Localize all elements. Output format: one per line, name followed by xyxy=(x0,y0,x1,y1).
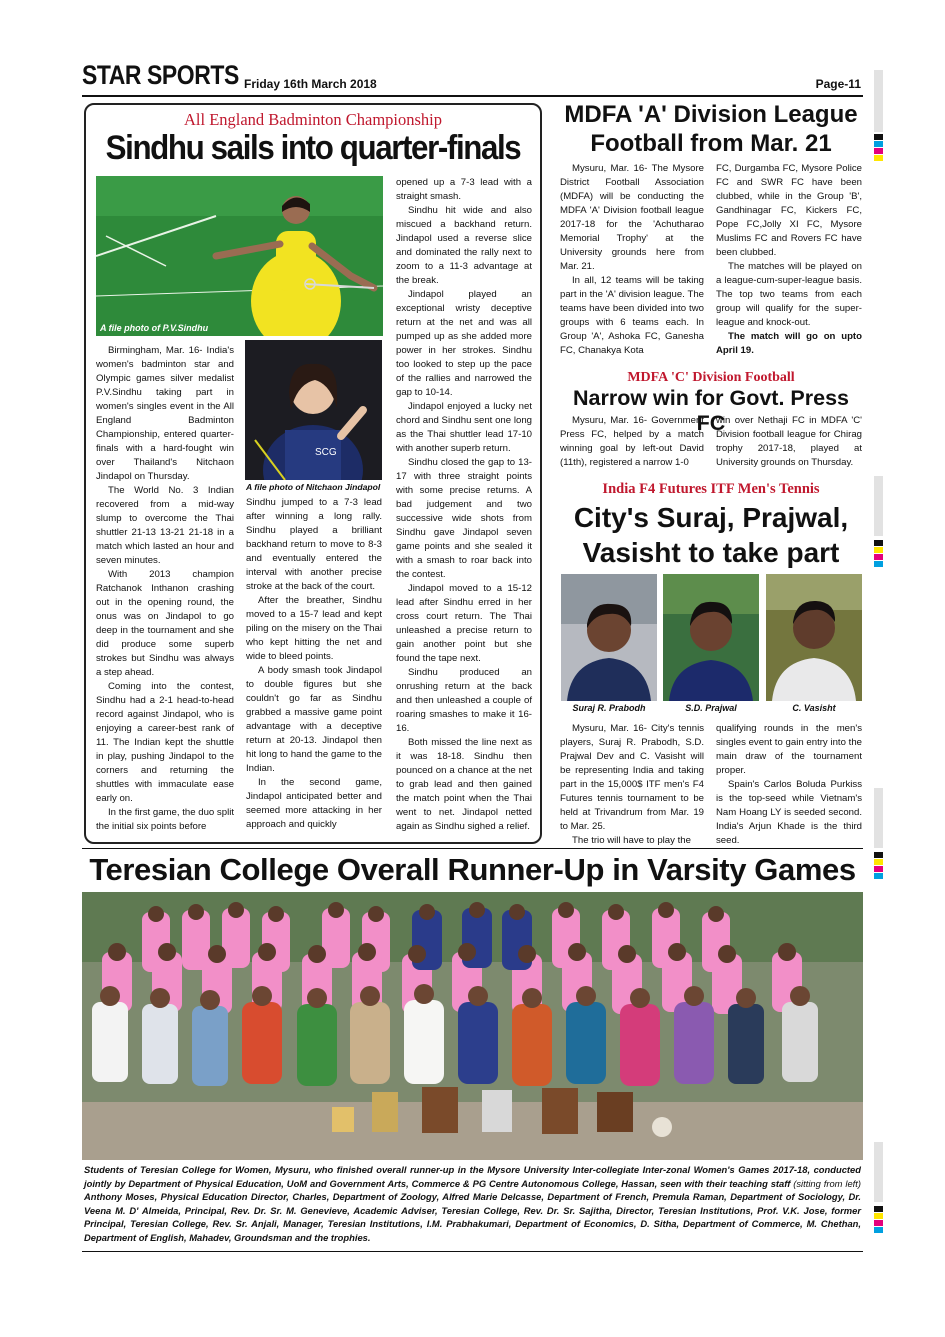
paragraph: Jindapol enjoyed a lucky net chord and Sindhu sent one long as the Thai shuttler lead 17-10 with another superb return. xyxy=(396,401,532,454)
paragraph: The match will go on upto April 19. xyxy=(716,331,862,356)
swatch-black xyxy=(874,1206,883,1212)
tennis-column-1 xyxy=(560,722,704,848)
paragraph: In all, 12 teams will be taking part in the 'A' division league. The teams have been divided into two groups with 6 teams each. In Group 'A', Ashoka FC, Ganesha FC, Chanakya Kota xyxy=(560,275,704,356)
teresian-headline: Teresian College Overall Runner-Up in Varsity Games xyxy=(89,852,856,887)
paragraph: A body smash took Jindapol to double figures but she couldn't go far as Sindhu grabbed a massive game point advantage with a deceptive return at 20-13. Jindapol then hit long to hand the game to the Indian. xyxy=(246,665,382,774)
paragraph: In the first game, the duo split the initial six points before xyxy=(96,807,234,832)
mdfa-c-headline: Narrow win for Govt. Press FC xyxy=(573,386,849,435)
player-name-prajwal: S.D. Prajwal xyxy=(685,703,737,713)
page-number: Page-11 xyxy=(815,77,861,91)
paragraph: Sindhu hit wide and also miscued a backhand return. Jindapol used a reverse slice and dominated the rally next to zoom to a 11-3 advantage at the break. xyxy=(396,205,532,286)
swatch-yellow xyxy=(874,859,883,865)
swatch-black xyxy=(874,134,883,140)
swatch-cyan xyxy=(874,561,883,567)
headline-line: Football from Mar. 21 xyxy=(590,130,832,157)
sindhu-column-1 xyxy=(96,344,234,834)
sindhu-column-3 xyxy=(396,176,532,834)
paragraph: FC, Durgamba FC, Mysore Police FC and SWR FC have been clubbed, while in the Group 'B', Gandhinagar FC, Kickers FC, Pope FC,Jolly XI FC, Mysore Muslims FC and Rovers FC have been clubbed. xyxy=(716,163,862,258)
section-divider xyxy=(82,848,863,849)
swatch-yellow xyxy=(874,155,883,161)
group-photo-image xyxy=(82,892,863,1160)
swatch-cyan xyxy=(874,873,883,879)
mdfa-a-headline xyxy=(556,100,866,158)
suraj-photo-image xyxy=(561,574,657,701)
paragraph: Mysuru, Mar. 16- The Mysore District Football Association (MDFA) will be conducting the MDFA 'A' Division football league 2017-18 for the 'Achutharao Memorial Trophy' at the University grounds here from Mar. 21. xyxy=(560,163,704,272)
svg-text:SCG: SCG xyxy=(315,447,337,458)
sindhu-photo-image xyxy=(96,176,383,336)
paragraph: In the second game, Jindapol anticipated better and seemed more attacking in her approach and quickly xyxy=(246,777,382,830)
swatch-magenta xyxy=(874,1220,883,1226)
teresian-group-photo xyxy=(82,892,863,1160)
registration-bar xyxy=(874,1142,883,1202)
registration-bar xyxy=(874,70,883,132)
swatch-yellow xyxy=(874,1213,883,1219)
tennis-headline xyxy=(556,500,866,570)
swatch-cyan xyxy=(874,1227,883,1233)
masthead-rule xyxy=(82,95,863,97)
paragraph: Sindhu closed the gap to 13-17 with three straight points with some precise returns. A bad judgement and two successive wide shots from Sindhu gave Jindapol seven game points and she sealed it with a smash to roar back into the contest. xyxy=(396,457,532,580)
paragraph: Mysuru, Mar. 16- Government Press FC, helped by a match winning goal by left-out David (11th), registered a narrow 1-0 xyxy=(560,415,704,468)
paragraph: Sindhu produced an onrushing return at the back and then unleashed a couple of roaring smashes to make it 16-16. xyxy=(396,667,532,734)
jindapol-photo-image xyxy=(245,340,382,480)
paragraph: Coming into the contest, Sindhu had a 2-1 head-to-head record against Jindapol, who is enjoying a career-best rank of 11. The Indian kept the shuttle in play, pushing Jindapol to the corners and returning the shuttles with immaculate ease early on. xyxy=(96,681,234,804)
sindhu-photo xyxy=(96,176,383,336)
swatch-cyan xyxy=(874,141,883,147)
caption-aside: (sitting from left) xyxy=(793,1177,862,1189)
swatch-black xyxy=(874,852,883,858)
mdfa-c-column-1 xyxy=(560,414,704,470)
swatch-magenta xyxy=(874,554,883,560)
registration-bar xyxy=(874,788,883,848)
swatch-magenta xyxy=(874,148,883,154)
mdfa-c-kicker: MDFA 'C' Division Football xyxy=(627,370,795,385)
paragraph: Birmingham, Mar. 16- India's women's badminton star and Olympic games silver medalist P.V.Sindhu taking part in women's singles event in the All England Badminton Championship, entered quarter-finals with a hard-fought win over Thailand's Nitchaon Jindapol on Thursday. xyxy=(96,345,234,482)
paragraph: Jindapol played an exceptional wristy deceptive return at the net and was all pumped up as she added more power in her strokes. Sindhu too looked to step up the pace of the rallies and narrowed the gap to 10-14. xyxy=(396,289,532,398)
swatch-black xyxy=(874,540,883,546)
paragraph: After the breather, Sindhu moved to a 15-7 lead and kept piling on the misery on the Thai who kept hitting the net and wide to bleed points. xyxy=(246,595,382,662)
vasisht-photo xyxy=(766,574,862,701)
mdfa-a-column-1 xyxy=(560,162,704,358)
paragraph: The matches will be played on a league-cum-super-league basis. The top two teams from each group will qualify for the super-league and knock-out. xyxy=(716,261,862,328)
paragraph: With 2013 champion Ratchanok Inthanon crashing out in the opening round, the onus was on Jindapol to go deep in the tournament and she did produce some superb strokes but Sindhu was always a step ahead. xyxy=(96,569,234,678)
paragraph: Sindhu jumped to a 7-3 lead after winning a long rally. Sindhu played a brilliant backhand return to move to 8-3 and eventually entered the interval with another precise stroke at the back of the court. xyxy=(246,497,382,592)
headline-line: MDFA 'A' Division League xyxy=(564,101,858,128)
jindapol-photo xyxy=(245,340,382,480)
paragraph: Both missed the line next as it was 18-18. Sindhu then pounced on a chance at the net to grab lead and then gained the match point when the Thai went to net. Jindapol netted again as Sindhu sighed a relief. xyxy=(396,737,532,832)
registration-bar xyxy=(874,476,883,536)
headline-line: Vasisht to take part xyxy=(582,537,840,568)
paragraph: Jindapol moved to a 15-12 lead after Sindhu erred in her cross court return. The Thai unleashed a precise return to gain another point but she found the tape next. xyxy=(396,583,532,664)
suraj-photo xyxy=(561,574,657,701)
tennis-kicker: India F4 Futures ITF Men's Tennis xyxy=(602,481,820,497)
caption-text: Anthony Moses, Physical Education Director, Charles, Department of Zoology, Alfred Marie Delcasse, Department of French, Premula Raman, Department of Sociology, Dr. Veena M. D' Almeida, Principal, Rev. Dr. Sr. M. Genevieve, Academic Adviser, Teresian College, Rev. Dr. Sr. Sajitha, Director, Teresian Institutions, Prof. V.K. Jose, former Principal, Teresian College, Rev. Sr. Anjali, Manager, Teresian Institutions, I.M. Prabhakumari, Department of Economics, D. Sitha, Department of Commerce, M. Chethan, Department of English, Mahadev, Groundsman and the trophies. xyxy=(84,1191,861,1243)
prajwal-photo xyxy=(663,574,759,701)
player-name-suraj: Suraj R. Prabodh xyxy=(572,703,646,713)
jindapol-photo-caption: A file photo of Nitchaon Jindapol xyxy=(246,482,381,492)
paragraph: Spain's Carlos Boluda Purkiss is the top-seed while Vietnam's Nam Hoang LY is seeded second. India's Arjun Khade is the third seed. xyxy=(716,779,862,846)
paragraph: The trio will have to play the xyxy=(572,835,691,846)
sindhu-photo-caption: A file photo of P.V.Sindhu xyxy=(100,323,209,333)
prajwal-photo-image xyxy=(663,574,759,701)
paragraph: Mysuru, Mar. 16- City's tennis players, Suraj R. Prabodh, S.D. Prajwal Dev and C. Vasisht will be representing India and taking part in the 15,000$ ITF men's F4 Futures tennis tournament to be held at Trivandrum from Mar. 19 to Mar. 25. xyxy=(560,723,704,832)
paragraph: opened up a 7-3 lead with a straight smash. xyxy=(396,177,532,202)
sindhu-headline: Sindhu sails into quarter-finals xyxy=(105,129,521,167)
tennis-column-2 xyxy=(716,722,862,848)
mdfa-c-column-2 xyxy=(716,414,862,470)
masthead-date: Friday 16th March 2018 xyxy=(244,77,377,91)
vasisht-photo-image xyxy=(766,574,862,701)
paragraph: win over Nethaji FC in MDFA 'C' Division football league for Chirag trophy 2017-18, played at University grounds on Thursday. xyxy=(716,415,862,468)
headline-line: City's Suraj, Prajwal, xyxy=(573,502,849,533)
bottom-rule xyxy=(82,1251,863,1252)
player-name-vasisht: C. Vasisht xyxy=(792,703,836,713)
caption-text: Students of Teresian College for Women, Mysuru, who finished overall runner-up in the Mysore University Inter-collegiate Inter-zonal Women's Games 2017-18, conducted jointly by Department of Physical Education, UoM and Government Arts, Commerce & PG Centre Autonomous College, Hassan, seen with their teaching staff xyxy=(84,1164,861,1189)
swatch-yellow xyxy=(874,547,883,553)
mdfa-a-column-2 xyxy=(716,162,862,358)
sindhu-column-2 xyxy=(246,496,382,832)
paragraph: The World No. 3 Indian recovered from a mid-way slump to overcome the Thai shuttler 21-13 13-21 21-18 in a match which lasted an hour and seven minutes. xyxy=(96,485,234,566)
paragraph: qualifying rounds in the men's singles event to gain entry into the main draw of the tournament proper. xyxy=(716,723,862,776)
swatch-magenta xyxy=(874,866,883,872)
teresian-photo-caption xyxy=(84,1163,861,1245)
sindhu-kicker: All England Badminton Championship xyxy=(183,110,443,129)
masthead-title: STAR SPORTS xyxy=(82,60,239,90)
